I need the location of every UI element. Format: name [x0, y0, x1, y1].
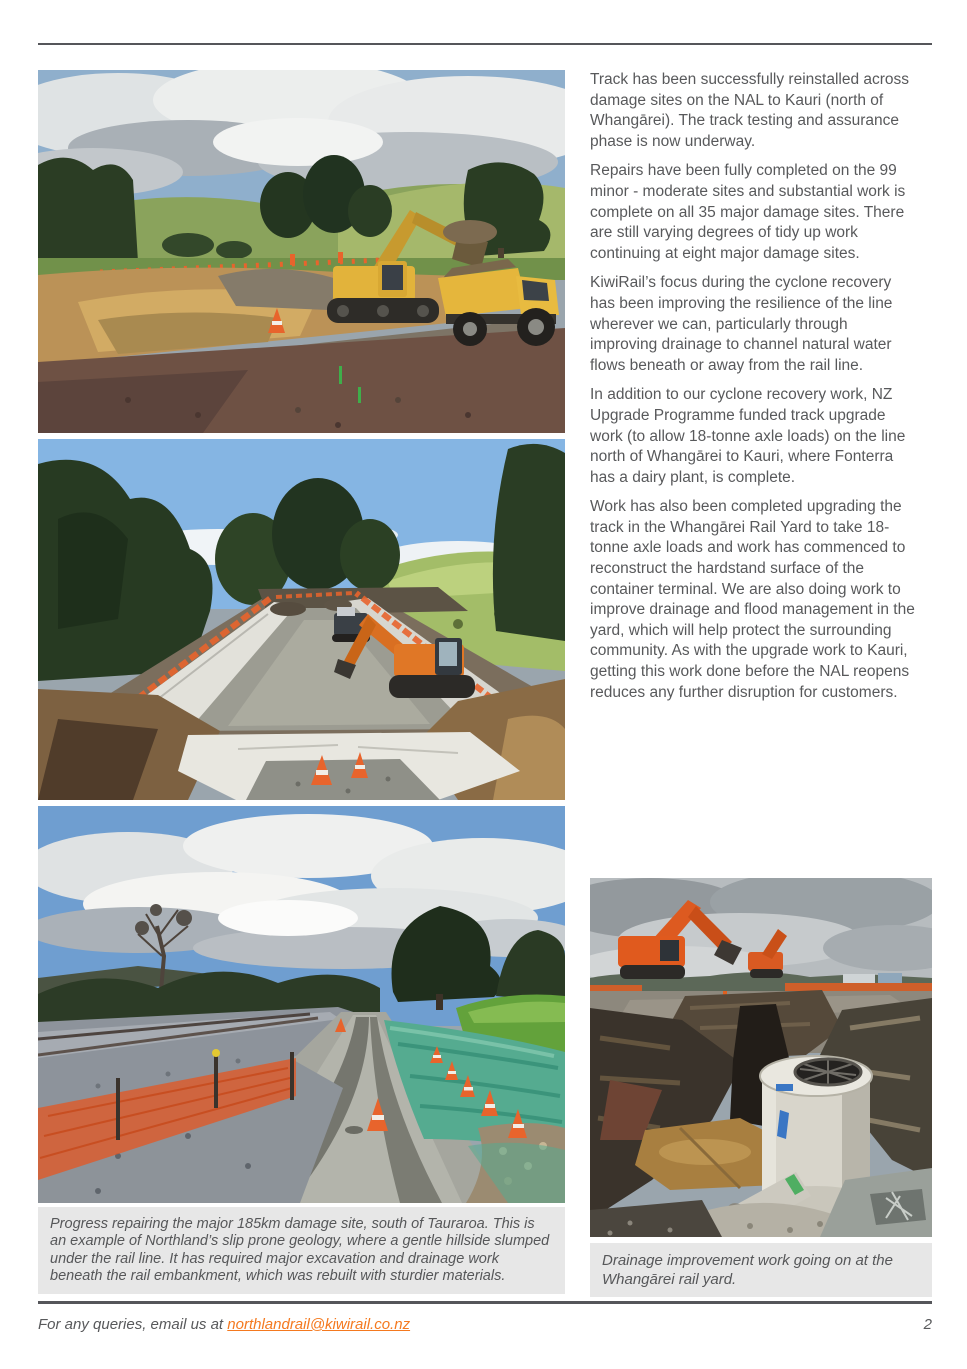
- right-column: [590, 70, 932, 1294]
- blue-label: [776, 1084, 793, 1091]
- footer-contact: [38, 1316, 410, 1333]
- page-footer: [38, 1316, 932, 1333]
- photo-excavation-site-illustration: [38, 70, 565, 433]
- page-number: 2: [923, 1316, 932, 1333]
- right-photo-block: [590, 878, 932, 1297]
- email-link[interactable]: northlandrail@kiwirail.co.nz: [227, 1316, 411, 1333]
- body-paragraph: KiwiRail’s focus during the cyclone recovery has been improving the resilience of the line wherever we can, particularly through improving drainage to channel natural water flows beneath or away from the rail line.: [590, 274, 893, 374]
- photo-corridor-rebuild-illustration: [38, 439, 565, 800]
- photo-excavation-site: [38, 70, 565, 433]
- photo-drainage-work: [590, 878, 932, 1237]
- photo-drainage-illustration: [590, 878, 932, 1237]
- left-column: [38, 70, 565, 1294]
- distant-fence: [785, 983, 932, 991]
- footer-text: For any queries, email us at: [38, 1316, 228, 1333]
- body-paragraph: Repairs have been fully completed on the 99 minor - moderate sites and substantial work is complete on all 35 major damage sites. There are still varying degrees of tidy up work continuing at eight major damage sites.: [590, 162, 906, 262]
- right-photo-caption: [590, 1243, 932, 1297]
- body-paragraph: Work has also been completed upgrading the track in the Whangārei Rail Yard to take 18-tonne axle loads and work has commenced to reconstruct the hardstand surface of the container terminal. We are also doing work to improve drainage and flood management in the yard, which will help protect the surrounding community. As with the upgrade work to Kauri, getting this work done before the NAL reopens reduces any further disruption for customers.: [590, 498, 915, 701]
- left-caption-text: Progress repairing the major 185km damage site, south of Tauraroa. This is an example of Northland’s slip prone geology, where a gentle hillside slumped under the rail line. It has required major excavation and drainage work beneath the rail embankment, which was rebuilt with sturdier materials.: [50, 1216, 550, 1285]
- body-paragraph: In addition to our cyclone recovery work, NZ Upgrade Programme funded track upgrade work (to allow 18-tonne axle loads) on the line north of Whangārei to Kauri, where Fonterra has a dairy plant, is complete.: [590, 386, 906, 486]
- photo-embankment-netting: [38, 806, 565, 1203]
- photo-embankment-illustration: [38, 806, 565, 1203]
- footer-rule: [38, 1301, 932, 1304]
- left-photo-caption: [38, 1207, 565, 1294]
- article-body: [590, 70, 932, 703]
- top-rule: [38, 43, 932, 45]
- page-content: [38, 70, 934, 1294]
- survey-peg: [339, 366, 342, 384]
- photo-corridor-rebuild: [38, 439, 565, 800]
- body-paragraph: Track has been successfully reinstalled across damage sites on the NAL to Kauri (north of Whangārei). The track testing and assurance phase is now underway.: [590, 71, 910, 150]
- survey-peg: [358, 387, 361, 403]
- right-caption-text: Drainage improvement work going on at the Whangārei rail yard.: [602, 1252, 893, 1288]
